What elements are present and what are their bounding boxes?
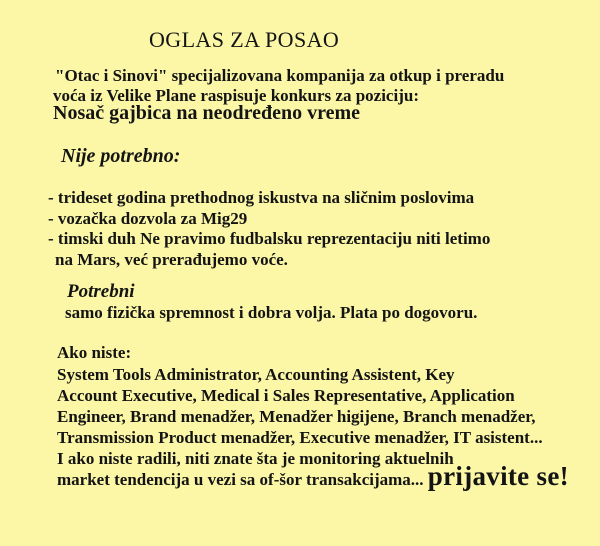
required-heading: Potrebni	[67, 281, 135, 302]
ad-title: OGLAS ZA POSAO	[149, 27, 340, 52]
closing-text: market tendencija u vezi sa of-šor transakcijama...	[57, 470, 428, 489]
not-required-item-continuation: na Mars, već prerađujemo voće.	[55, 249, 288, 269]
if-not-list	[57, 364, 543, 469]
if-not-line: I ako niste radili, niti znate šta je monitoring aktuelnih	[57, 449, 454, 468]
intro-line-2: voća iz Velike Plane raspisuje konkurs za poziciju:	[53, 86, 419, 105]
if-not-line: Account Executive, Medical i Sales Representative, Application	[57, 386, 515, 405]
not-required-item: - vozačka dozvola za Mig29	[48, 208, 248, 228]
not-required-item: - trideset godina prethodnog iskustva na sličnim poslovima	[48, 188, 475, 207]
if-not-line: Engineer, Brand menadžer, Menadžer higijene, Branch menadžer,	[57, 407, 536, 426]
closing-line	[57, 461, 569, 492]
job-position-title: Nosač gajbica na neodređeno vreme	[53, 102, 361, 124]
if-not-line: Transmission Product menadžer, Executive menadžer, IT asistent...	[57, 428, 543, 447]
if-not-line: System Tools Administrator, Accounting Assistent, Key	[57, 365, 455, 384]
not-required-item: - timski duh Ne pravimo fudbalsku reprezentaciju niti letimo	[48, 229, 491, 248]
not-required-list	[48, 188, 490, 270]
apply-call-to-action: prijavite se!	[427, 461, 569, 491]
not-required-heading: Nije potrebno:	[61, 145, 181, 167]
intro-line-1: "Otac i Sinovi" specijalizovana kompanija za otkup i preradu	[55, 66, 505, 85]
required-text: samo fizička spremnost i dobra volja. Plata po dogovoru.	[65, 303, 478, 322]
if-not-heading: Ako niste:	[57, 343, 132, 362]
